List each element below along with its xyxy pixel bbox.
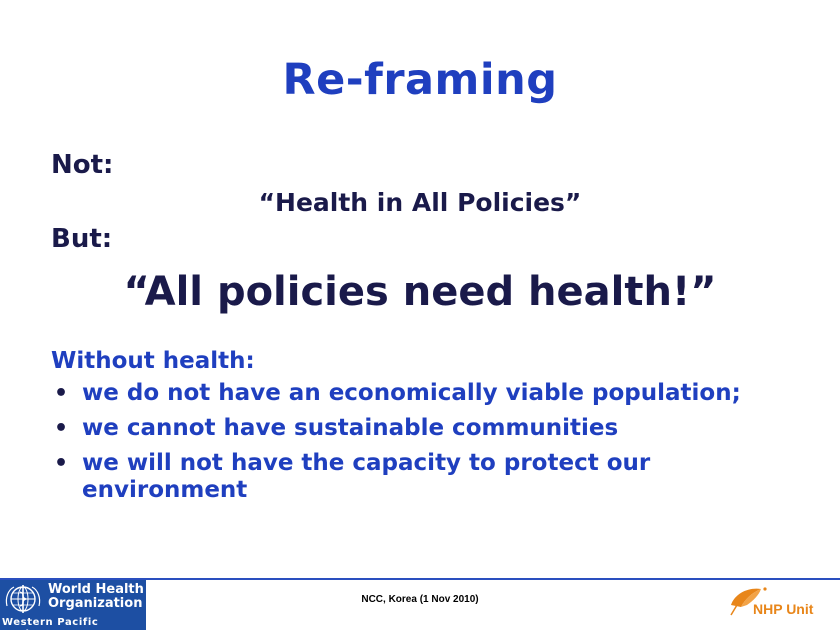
list-item [51, 450, 791, 504]
bullet-text: we do not have an economically viable population; [82, 380, 741, 406]
event-caption: NCC, Korea (1 Nov 2010) [361, 594, 479, 605]
who-emblem-icon [3, 584, 43, 614]
nhp-unit-logo [725, 583, 835, 627]
who-org-name: World Health Organization [48, 582, 144, 611]
bullet-list [51, 380, 791, 512]
slide-title: Re-framing [282, 55, 558, 105]
but-label: But: [51, 224, 113, 254]
list-item [51, 415, 791, 442]
not-label: Not: [51, 150, 114, 180]
new-slogan: “All policies need health!” [123, 269, 717, 315]
bullet-text: we will not have the capacity to protect our environment [82, 450, 651, 503]
list-item [51, 380, 791, 407]
bullet-icon: • [54, 381, 69, 406]
bullet-text: we cannot have sustainable communities [82, 415, 619, 441]
nhp-unit-label: NHP Unit [753, 601, 814, 617]
bullet-icon: • [54, 451, 69, 476]
old-slogan: “Health in All Policies” [258, 188, 582, 217]
bullet-icon: • [54, 416, 69, 441]
who-region-name: Western Pacific Region [2, 617, 99, 640]
who-logo-block [0, 580, 146, 640]
subheading: Without health: [51, 348, 255, 374]
